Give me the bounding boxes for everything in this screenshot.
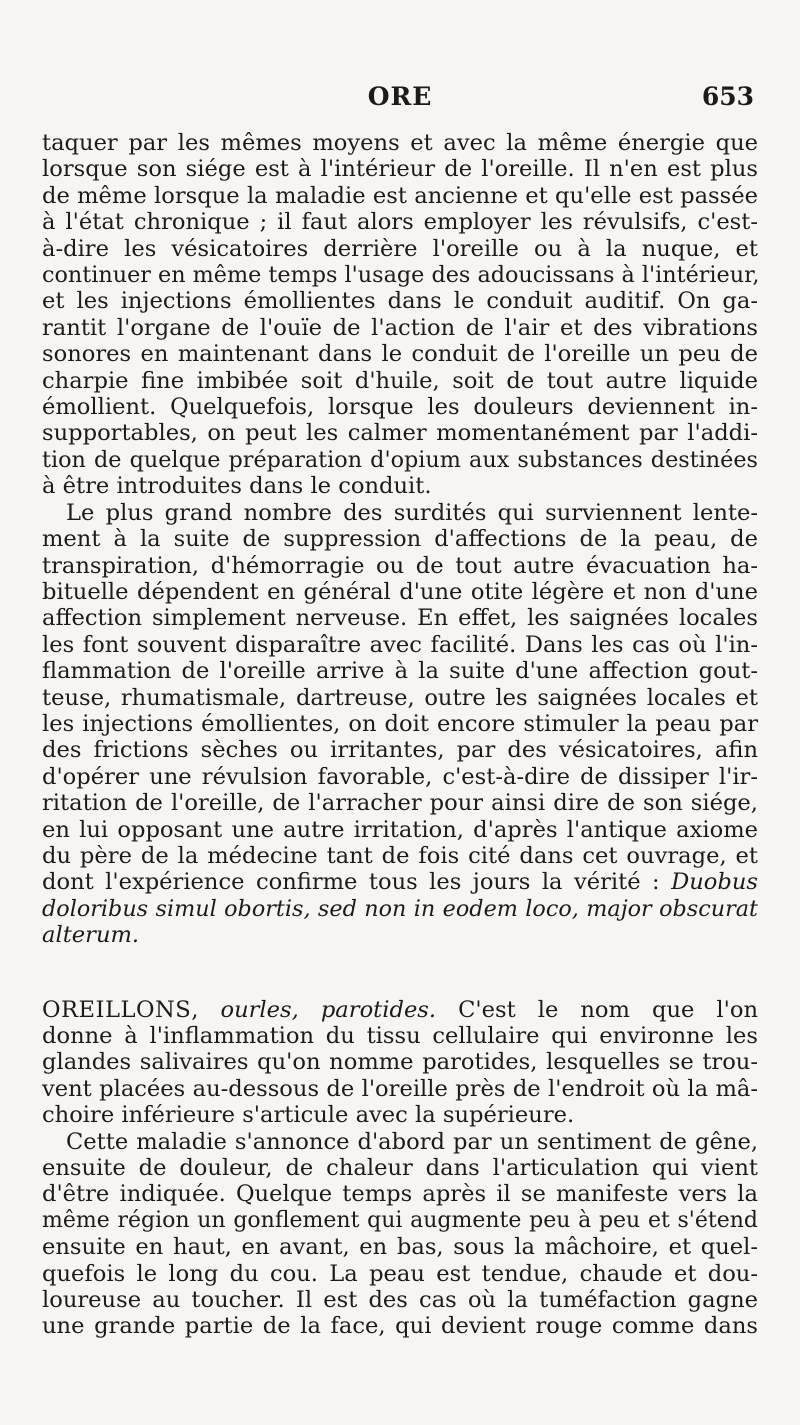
latin-quote-line: [42, 922, 758, 948]
text-line: supportables, on peut les calmer momentanément par l'addi-: [42, 420, 758, 447]
latin-quote: Duobus: [671, 869, 758, 896]
page-header: [40, 82, 760, 118]
article-title: OREILLONS: [42, 996, 192, 1023]
text-line: quefois le long du cou. La peau est tendue, chaude et dou-: [42, 1260, 758, 1287]
text-line: même région un gonflement qui augmente peu à peu et s'étend: [42, 1207, 758, 1233]
text-line: en lui opposant une autre irritation, d'après l'antique axiome: [42, 816, 758, 843]
latin-quote: doloribus simul obortis, sed non in eodem loco, major obscurat: [42, 895, 758, 922]
text-line: Le plus grand nombre des surdités qui surviennent lente-: [66, 499, 758, 526]
text-line: flammation de l'oreille arrive à la suite d'une affection gout-: [42, 658, 758, 685]
text-line: les injections émollientes, on doit encore stimuler la peau par: [42, 710, 758, 737]
text-line: tion de quelque préparation d'opium aux substances destinées: [42, 446, 758, 473]
text-line: sonores en maintenant dans le conduit de l'oreille un peu de: [42, 341, 758, 368]
page-number: 653: [701, 82, 754, 111]
latin-quote: alterum.: [42, 922, 140, 949]
text-line: des frictions sèches ou irritantes, par des vésicatoires, afin: [42, 737, 758, 764]
text-line: continuer en même temps l'usage des adoucissans à l'intérieur,: [42, 262, 760, 289]
text-line: à-dire les vésicatoires derrière l'oreille ou à la nuque, et: [42, 235, 758, 262]
text-segment: C'est le nom que l'on: [458, 996, 758, 1023]
text-line: une grande partie de la face, qui devient rouge comme dans: [42, 1313, 758, 1340]
text-line: loureuse au toucher. Il est des cas où la tuméfaction gagne: [42, 1287, 758, 1314]
text-line: émollient. Quelquefois, lorsque les douleurs deviennent in-: [42, 394, 758, 421]
section-gap: [42, 949, 758, 997]
running-head: ORE: [367, 82, 433, 111]
paragraph-symptoms: [42, 1129, 758, 1340]
text-line: donne à l'inflammation du tissu cellulaire qui environne les: [42, 1023, 758, 1049]
article-oreillons: [42, 997, 758, 1129]
latin-quote-line: [42, 896, 758, 922]
text-line: teuse, rhumatismale, dartreuse, outre les saignées locales et: [42, 684, 758, 711]
text-line: les font souvent disparaître avec facilité. Dans les cas où l'in-: [42, 631, 758, 658]
text-line: taquer par les mêmes moyens et avec la même énergie que: [42, 130, 758, 156]
text-line: d'opérer une révulsion favorable, c'est-à-dire de dissiper l'ir-: [42, 763, 758, 790]
text-line: rantit l'organe de l'ouïe de l'action de l'air et des vibrations: [42, 314, 758, 341]
text-line-mixed: [42, 869, 758, 895]
text-line: vent placées au-dessous de l'oreille près de l'endroit où la mâ-: [42, 1075, 758, 1102]
paragraph-surdites: [42, 500, 758, 949]
text-line: de même lorsque la maladie est ancienne et qu'elle est passée: [42, 182, 758, 209]
text-line: ensuite de douleur, de chaleur dans l'articulation qui vient: [42, 1155, 758, 1182]
text-line: ment à la suite de suppression d'affections de la peau, de: [42, 526, 758, 553]
text-line: d'être indiquée. Quelque temps après il se manifeste vers la: [42, 1181, 758, 1208]
text-line: à l'état chronique ; il faut alors employer les révulsifs, c'est-: [42, 209, 758, 236]
text-line: lorsque son siége est à l'intérieur de l'oreille. Il n'en est plus: [42, 156, 758, 183]
paragraph-continuation: [42, 130, 758, 500]
article-subtitle: ourles, parotides.: [220, 996, 437, 1023]
text-line: du père de la médecine tant de fois cité dans cet ouvrage, et: [42, 842, 758, 869]
text-line: et les injections émollientes dans le conduit auditif. On ga-: [42, 288, 758, 315]
text-line: bituelle dépendent en général d'une otite légère et non d'une: [42, 578, 758, 605]
article-heading-line: OREILLONS, ourles, parotides. C'est le nom que l'on: [42, 996, 758, 1023]
text-line: ritation de l'oreille, de l'arracher pour ainsi dire de son siége,: [42, 790, 758, 817]
text-line: affection simplement nerveuse. En effet, les saignées locales: [42, 605, 758, 632]
text-line: transpiration, d'hémorragie ou de tout autre évacuation ha-: [42, 552, 758, 579]
text-line: à être introduites dans le conduit.: [42, 473, 432, 500]
text-line: charpie fine imbibée soit d'huile, soit de tout autre liquide: [42, 367, 758, 394]
text-line: choire inférieure s'articule avec la supérieure.: [42, 1102, 575, 1129]
page-body: [42, 130, 758, 1340]
text-line: glandes salivaires qu'on nomme parotides, lesquelles se trou-: [42, 1049, 758, 1076]
text-segment: dont l'expérience confirme tous les jours la vérité :: [42, 869, 660, 896]
text-line: ensuite en haut, en avant, en bas, sous la mâchoire, et quel-: [42, 1234, 758, 1261]
text-line: Cette maladie s'annonce d'abord par un sentiment de gêne,: [66, 1128, 758, 1155]
